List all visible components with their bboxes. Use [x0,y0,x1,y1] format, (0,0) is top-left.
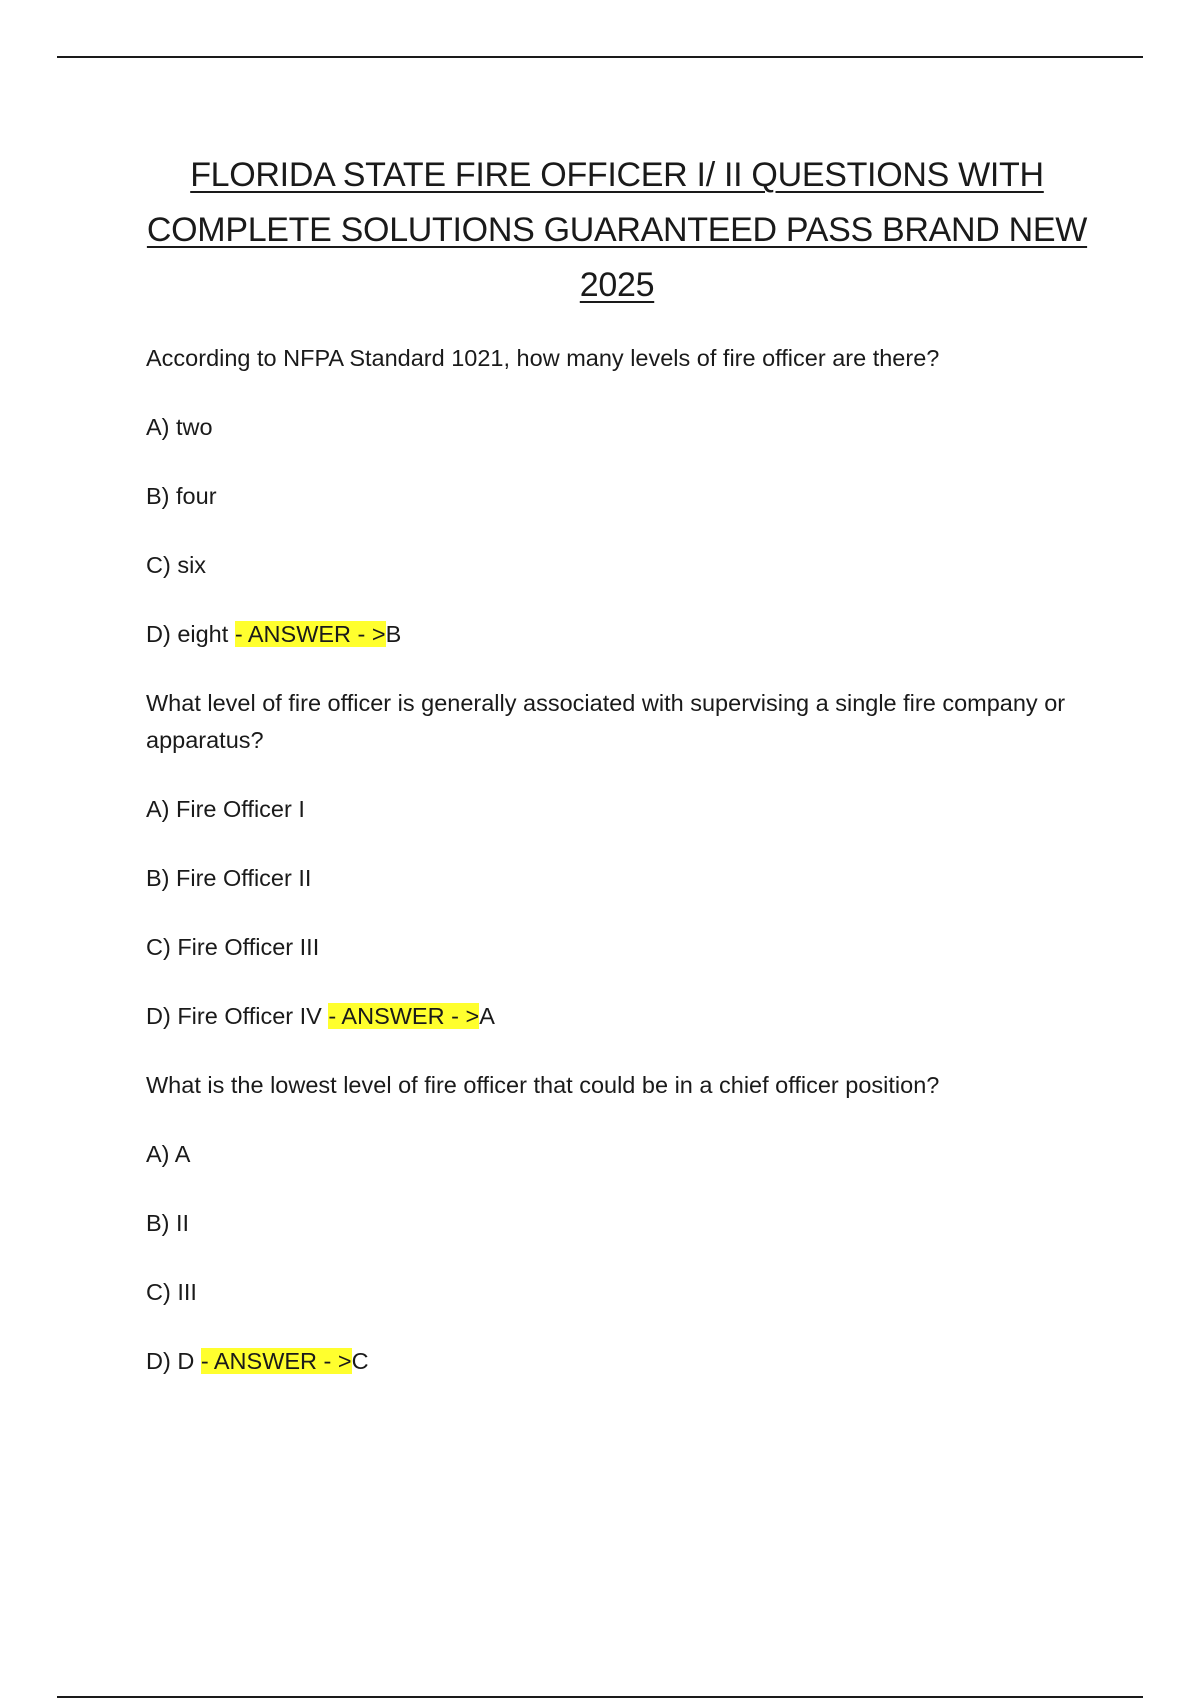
answer-marker-highlight: - ANSWER - > [328,1003,480,1029]
answer-value: C [351,1348,369,1374]
document-title [130,148,1104,313]
answer-marker-highlight: - ANSWER - > [234,621,386,647]
option-c: C) Fire Officer III [146,934,320,960]
answer-value: B [385,621,402,647]
top-rule [57,56,1143,58]
title-line-2: COMPLETE SOLUTIONS GUARANTEED PASS BRAND NEW [146,211,1088,249]
option-c: C) III [146,1279,197,1305]
answer-value: A [479,1003,495,1029]
title-line-1: FLORIDA STATE FIRE OFFICER I/ II QUESTIONS WITH [190,156,1044,194]
option-d: D) D [146,1348,195,1374]
option-a: A) two [146,414,213,440]
title-line-3: 2025 [579,266,655,304]
option-a: A) A [146,1141,191,1167]
option-d: D) Fire Officer IV [146,1003,322,1029]
question-list [146,340,1066,1412]
bottom-rule [57,1696,1143,1698]
question-text: According to NFPA Standard 1021, how many levels of fire officer are there? [146,345,940,371]
option-b: B) Fire Officer II [146,865,312,891]
option-d: D) eight [146,621,229,647]
answer-marker-highlight: - ANSWER - > [200,1348,352,1374]
option-a: A) Fire Officer I [146,796,305,822]
question-text: What level of fire officer is generally associated with supervising a single fire company or apparatus? [146,690,1066,753]
option-d-with-answer [146,616,1066,653]
option-d-with-answer [146,998,1066,1035]
question-text: What is the lowest level of fire officer that could be in a chief officer position? [146,1072,940,1098]
option-b: B) four [146,483,217,509]
option-c: C) six [146,552,207,578]
option-b: B) II [146,1210,190,1236]
option-d-with-answer [146,1343,1066,1380]
